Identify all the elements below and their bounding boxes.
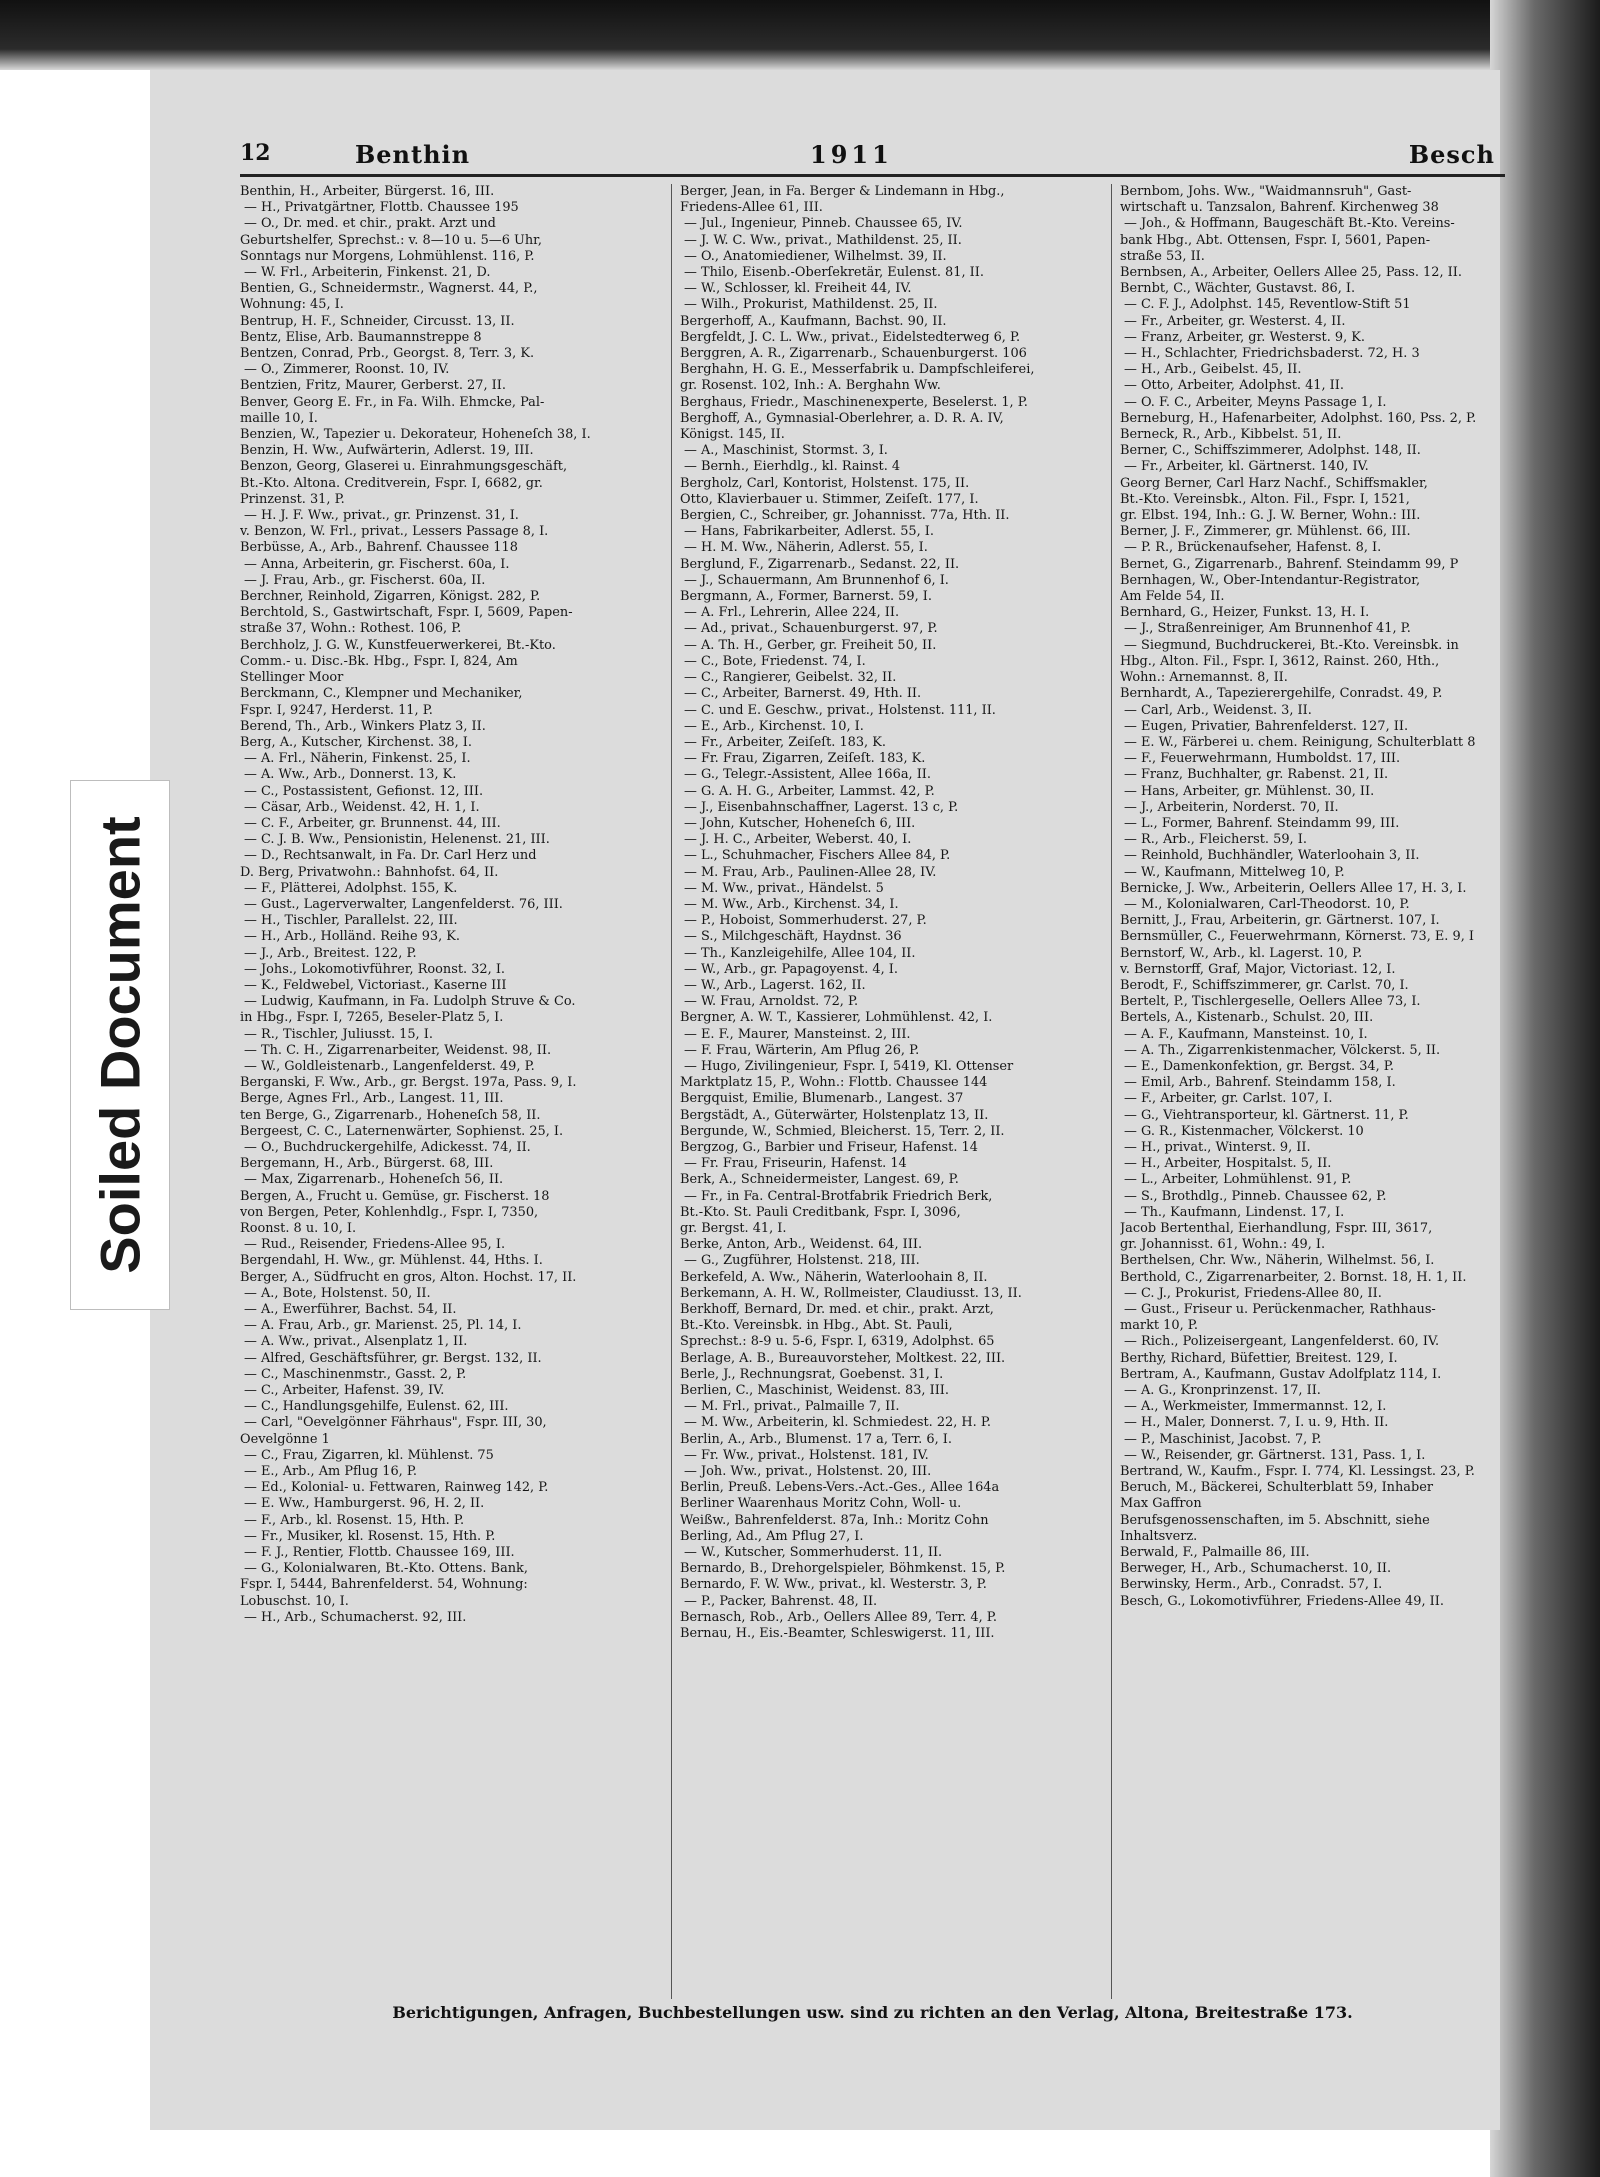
- directory-entry: — A., Maschinist, Stormst. 3, I.: [684, 443, 888, 459]
- directory-entry: Berling, Ad., Am Pflug 27, I.: [680, 1528, 864, 1544]
- directory-entry: markt 10, P.: [1120, 1318, 1198, 1334]
- directory-entry: Bernardo, F. W. Ww., privat., kl. Westerstr. 3, P.: [680, 1577, 987, 1593]
- directory-entry: — Franz, Buchhalter, gr. Rabenst. 21, II.: [1124, 767, 1389, 783]
- directory-entry: Bernsmüller, C., Feuerwehrmann, Körnerst. 73, E. 9, I: [1120, 929, 1474, 945]
- directory-entry: Inhaltsverz.: [1120, 1528, 1198, 1544]
- directory-entry: Berchholz, J. G. W., Kunstfeuerwerkerei, Bt.-Kto.: [240, 637, 556, 653]
- directory-entry: Königst. 145, II.: [680, 427, 785, 443]
- directory-entry: Berkemann, A. H. W., Rollmeister, Claudiusst. 13, II.: [680, 1285, 1022, 1301]
- directory-entry: Hbg., Alton. Fil., Fspr. I, 3612, Rainst. 260, Hth.,: [1120, 653, 1440, 669]
- directory-entry: Bergzog, G., Barbier und Friseur, Hafenst. 14: [680, 1139, 978, 1155]
- directory-entry: Marktplatz 15, P., Wohn.: Flottb. Chaussee 144: [680, 1075, 988, 1091]
- directory-entry: Bertels, A., Kistenarb., Schulst. 20, III.: [1120, 1010, 1374, 1026]
- directory-entry: — A. Frl., Näherin, Finkenst. 25, I.: [244, 751, 471, 767]
- directory-entry: wirtschaft u. Tanzsalon, Bahrenf. Kirchenweg 38: [1120, 200, 1439, 216]
- directory-entry: — R., Tischler, Juliusst. 15, I.: [244, 1026, 433, 1042]
- directory-entry: — Fr., Arbeiter, Zeiſeſt. 183, K.: [684, 734, 886, 750]
- directory-entry: — F., Arbeiter, gr. Carlst. 107, I.: [1124, 1091, 1333, 1107]
- directory-entry: — C., Frau, Zigarren, kl. Mühlenst. 75: [244, 1447, 494, 1463]
- directory-entry: — A., Ewerführer, Bachst. 54, II.: [244, 1302, 457, 1318]
- directory-entry: — C., Arbeiter, Barnerst. 49, Hth. II.: [684, 686, 922, 702]
- directory-entry: Berend, Th., Arb., Winkers Platz 3, II.: [240, 718, 486, 734]
- directory-entry: — Fr. Frau, Zigarren, Zeiſeſt. 183, K.: [684, 751, 926, 767]
- directory-entry: — C. und E. Geschw., privat., Holstenst. 111, II.: [684, 702, 996, 718]
- directory-entry: Max Gaffron: [1120, 1496, 1202, 1512]
- directory-entry: maille 10, I.: [240, 410, 318, 426]
- directory-entry: — Hugo, Zivilingenieur, Fspr. I, 5419, Kl. Ottenser: [684, 1058, 1014, 1074]
- directory-entry: — O. F. C., Arbeiter, Meyns Passage 1, I.: [1124, 394, 1387, 410]
- directory-entry: Berwald, F., Palmaille 86, III.: [1120, 1545, 1310, 1561]
- directory-entry: Bt.-Kto. St. Pauli Creditbank, Fspr. I, 3096,: [680, 1204, 961, 1220]
- directory-entry: — E., Damenkonfektion, gr. Bergst. 34, P.: [1124, 1058, 1394, 1074]
- directory-entry: — E. W., Färberei u. chem. Reinigung, Schulterblatt 8: [1124, 734, 1476, 750]
- directory-entry: Berneburg, H., Hafenarbeiter, Adolphst. 160, Pss. 2, P.: [1120, 410, 1477, 426]
- directory-entry: Berlin, Preuß. Lebens-Vers.-Act.-Ges., Allee 164a: [680, 1480, 1000, 1496]
- directory-entry: — Ad., privat., Schauenburgerst. 97, P.: [684, 621, 938, 637]
- directory-entry: — H., Arb., Geibelst. 45, II.: [1124, 362, 1302, 378]
- directory-entry: Bt.-Kto. Vereinsbk., Alton. Fil., Fspr. I, 1521,: [1120, 491, 1410, 507]
- directory-entry: Benzien, W., Tapezier u. Dekorateur, Hoheneſch 38, I.: [240, 427, 591, 443]
- directory-entry: — R., Arb., Fleicherst. 59, I.: [1124, 832, 1307, 848]
- publisher-footer: Berichtigungen, Anfragen, Buchbestellungen usw. sind zu richten an den Verlag, Altona, Breitestraße 173.: [392, 2003, 1353, 2022]
- directory-entry: — W., Reisender, gr. Gärtnerst. 131, Pass. 1, I.: [1124, 1447, 1426, 1463]
- directory-entry: — P., Hoboist, Sommerhuderst. 27, P.: [684, 913, 927, 929]
- directory-entry: Bernhagen, W., Ober-Intendantur-Registrator,: [1120, 572, 1421, 588]
- directory-entry: — F., Feuerwehrmann, Humboldst. 17, III.: [1124, 751, 1401, 767]
- directory-entry: — F. J., Rentier, Flottb. Chaussee 169, III.: [244, 1545, 515, 1561]
- directory-entry: — G., Telegr.-Assistent, Allee 166a, II.: [684, 767, 931, 783]
- directory-entry: — Ed., Kolonial- u. Fettwaren, Rainweg 142, P.: [244, 1480, 549, 1496]
- directory-entry: — Fr., in Fa. Central-Brotfabrik Friedrich Berk,: [684, 1188, 993, 1204]
- directory-entry: — E. Ww., Hamburgerst. 96, H. 2, II.: [244, 1496, 485, 1512]
- directory-entry: Bergner, A. W. T., Kassierer, Lohmühlenst. 42, I.: [680, 1010, 993, 1026]
- directory-entry: — M., Kolonialwaren, Carl-Theodorst. 10, P.: [1124, 896, 1410, 912]
- directory-entry: — J., Arbeiterin, Norderst. 70, II.: [1124, 799, 1339, 815]
- directory-entry: Bentzien, Fritz, Maurer, Gerberst. 27, II.: [240, 378, 506, 394]
- directory-entry: Bergien, C., Schreiber, gr. Johannisst. 77a, Hth. II.: [680, 508, 1010, 524]
- directory-entry: Bernet, G., Zigarrenarb., Bahrenf. Steindamm 99, P: [1120, 556, 1459, 572]
- directory-entry: — W., Arb., gr. Papagoyenst. 4, I.: [684, 961, 899, 977]
- scan-top-edge: [0, 0, 1600, 70]
- directory-entry: — Rich., Polizeisergeant, Langenfelderst. 60, IV.: [1124, 1334, 1440, 1350]
- directory-entry: — Anna, Arbeiterin, gr. Fischerst. 60a, I.: [244, 556, 510, 572]
- directory-entry: Fspr. I, 9247, Herderst. 11, P.: [240, 702, 433, 718]
- directory-entry: Bertelt, P., Tischlergeselle, Oellers Allee 73, I.: [1120, 994, 1421, 1010]
- directory-entry: in Hbg., Fspr. I, 7265, Beseler-Platz 5, I.: [240, 1010, 504, 1026]
- directory-entry: — C. J., Prokurist, Friedens-Allee 80, II.: [1124, 1285, 1382, 1301]
- directory-entry: D. Berg, Privatwohn.: Bahnhofst. 64, II.: [240, 864, 499, 880]
- directory-entry: — G., Zugführer, Holstenst. 218, III.: [684, 1253, 920, 1269]
- directory-entry: — C., Maschinenmstr., Gasst. 2, P.: [244, 1366, 467, 1382]
- directory-entry: — A. Frau, Arb., gr. Marienst. 25, Pl. 14, I.: [244, 1318, 522, 1334]
- directory-entry: Berchtold, S., Gastwirtschaft, Fspr. I, 5609, Papen-: [240, 605, 573, 621]
- directory-entry: — John, Kutscher, Hoheneſch 6, III.: [684, 815, 916, 831]
- directory-entry: Comm.- u. Disc.-Bk. Hbg., Fspr. I, 824, Am: [240, 653, 518, 669]
- directory-entry: — F. Frau, Wärterin, Am Pflug 26, P.: [684, 1042, 920, 1058]
- directory-entry: Bernhardt, A., Tapezierergehilfe, Conradst. 49, P.: [1120, 686, 1443, 702]
- directory-entry: — O., Anatomiediener, Wilhelmst. 39, II.: [684, 248, 947, 264]
- directory-entry: — S., Milchgeschäft, Haydnst. 36: [684, 929, 902, 945]
- directory-entry: Benthin, H., Arbeiter, Bürgerst. 16, III.: [240, 184, 495, 199]
- directory-entry: Berbüsse, A., Arb., Bahrenf. Chaussee 118: [240, 540, 518, 556]
- header-last-entry: Besch: [1408, 140, 1495, 169]
- directory-entry: Berggren, A. R., Zigarrenarb., Schauenburgerst. 106: [680, 346, 1027, 362]
- directory-entry: Berghahn, H. G. E., Messerfabrik u. Dampfschleiferei,: [680, 362, 1035, 378]
- directory-entry: Sonntags nur Morgens, Lohmühlenst. 116, P.: [240, 248, 535, 264]
- directory-entry: — Carl, Arb., Weidenst. 3, II.: [1124, 702, 1312, 718]
- directory-entry: v. Bernstorff, Graf, Major, Victoriast. 12, I.: [1120, 961, 1396, 977]
- directory-entry: — H., Schlachter, Friedrichsbaderst. 72, H. 3: [1124, 346, 1420, 362]
- directory-entry: Berge, Agnes Frl., Arb., Langest. 11, III.: [240, 1091, 504, 1107]
- directory-entry: Bergholz, Carl, Kontorist, Holstenst. 175, II.: [680, 475, 970, 491]
- directory-entry: Bergendahl, H. Ww., gr. Mühlenst. 44, Hths. I.: [240, 1253, 543, 1269]
- directory-entry: Georg Berner, Carl Harz Nachf., Schiffsmakler,: [1120, 475, 1428, 491]
- directory-entry: Bernau, H., Eis.-Beamter, Schleswigerst. 11, III.: [680, 1626, 995, 1642]
- directory-entry: Stellinger Moor: [240, 670, 344, 686]
- directory-entry: Berke, Anton, Arb., Weidenst. 64, III.: [680, 1237, 923, 1253]
- directory-entry: — W., Kutscher, Sommerhuderst. 11, II.: [684, 1545, 943, 1561]
- directory-entry: — Carl, "Oevelgönner Fährhaus", Fspr. III, 30,: [244, 1415, 547, 1431]
- directory-entry: — W., Kaufmann, Mittelweg 10, P.: [1124, 864, 1345, 880]
- directory-entry: — A. G., Kronprinzenst. 17, II.: [1124, 1383, 1321, 1399]
- directory-entry: — F., Arb., kl. Rosenst. 15, Hth. P.: [244, 1512, 465, 1528]
- directory-entry: — Fr. Ww., privat., Holstenst. 181, IV.: [684, 1447, 929, 1463]
- directory-entry: Bentrup, H. F., Schneider, Circusst. 13, II.: [240, 313, 515, 329]
- directory-entry: — Th. C. H., Zigarrenarbeiter, Weidenst. 98, II.: [244, 1042, 552, 1058]
- directory-entry: Bernbt, C., Wächter, Gustavst. 86, I.: [1120, 281, 1356, 297]
- directory-entry: — G. A. H. G., Arbeiter, Lammst. 42, P.: [684, 783, 935, 799]
- directory-entry: Friedens-Allee 61, III.: [680, 200, 823, 216]
- directory-entry: — Jul., Ingenieur, Pinneb. Chaussee 65, IV.: [684, 216, 963, 232]
- directory-entry: — O., Buchdruckergehilfe, Adickesst. 74, II.: [244, 1139, 531, 1155]
- directory-entry: Bentz, Elise, Arb. Baumannstreppe 8: [240, 329, 482, 345]
- directory-entry: — Fr., Musiker, kl. Rosenst. 15, Hth. P.: [244, 1528, 496, 1544]
- directory-entry: — W. Frau, Arnoldst. 72, P.: [684, 994, 859, 1010]
- directory-entry: — C. F. J., Adolphst. 145, Reventlow-Stift 51: [1124, 297, 1411, 313]
- directory-entry: ten Berge, G., Zigarrenarb., Hoheneſch 58, II.: [240, 1107, 541, 1123]
- directory-entry: — L., Arbeiter, Lohmühlenst. 91, P.: [1124, 1172, 1352, 1188]
- directory-entry: Bernasch, Rob., Arb., Oellers Allee 89, Terr. 4, P.: [680, 1609, 997, 1625]
- directory-entry: Berle, J., Rechnungsrat, Goebenst. 31, I.: [680, 1366, 944, 1382]
- directory-entry: — H., Tischler, Parallelst. 22, III.: [244, 913, 458, 929]
- directory-entry: Am Felde 54, II.: [1120, 589, 1225, 605]
- directory-entry: gr. Rosenst. 102, Inh.: A. Berghahn Ww.: [680, 378, 941, 394]
- directory-entry: Berk, A., Schneidermeister, Langest. 69, P.: [680, 1172, 959, 1188]
- directory-entry: — W., Arb., Lagerst. 162, II.: [684, 977, 866, 993]
- directory-entry: Lobuschst. 10, I.: [240, 1593, 349, 1609]
- directory-entry: Berckmann, C., Klempner und Mechaniker,: [240, 686, 523, 702]
- directory-entry: Berthelsen, Chr. Ww., Näherin, Wilhelmst. 56, I.: [1120, 1253, 1435, 1269]
- directory-entry: Bernardo, B., Drehorgelspieler, Böhmkenst. 15, P.: [680, 1561, 1006, 1577]
- directory-entry: Oevelgönne 1: [240, 1431, 330, 1447]
- directory-entry: — Franz, Arbeiter, gr. Westerst. 9, K.: [1124, 329, 1366, 345]
- directory-entry: — J. Frau, Arb., gr. Fischerst. 60a, II.: [244, 572, 486, 588]
- directory-entry: — Otto, Arbeiter, Adolphst. 41, II.: [1124, 378, 1344, 394]
- directory-entry: — P. R., Brückenaufseher, Hafenst. 8, I.: [1124, 540, 1382, 556]
- directory-entry: — A., Bote, Holstenst. 50, II.: [244, 1285, 431, 1301]
- directory-entry: — F., Plätterei, Adolphst. 155, K.: [244, 880, 458, 896]
- directory-entry: Benzon, Georg, Glaserei u. Einrahmungsgeschäft,: [240, 459, 568, 475]
- directory-entry: Berkhoff, Bernard, Dr. med. et chir., prakt. Arzt,: [680, 1302, 994, 1318]
- directory-entry: Bt.-Kto. Altona. Creditverein, Fspr. I, 6682, gr.: [240, 475, 543, 491]
- directory-entry: — J., Eisenbahnschaffner, Lagerst. 13 c, P.: [684, 799, 959, 815]
- directory-entry: — P., Packer, Bahrenst. 48, II.: [684, 1593, 878, 1609]
- directory-entry: Sprechst.: 8-9 u. 5-6, Fspr. I, 6319, Adolphst. 65: [680, 1334, 995, 1350]
- directory-entry: Weißw., Bahrenfelderst. 87a, Inh.: Moritz Cohn: [680, 1512, 989, 1528]
- directory-entry: — H., privat., Winterst. 9, II.: [1124, 1139, 1311, 1155]
- directory-entry: — C. F., Arbeiter, gr. Brunnenst. 44, III.: [244, 815, 501, 831]
- directory-entry: — G., Viehtransporteur, kl. Gärtnerst. 11, P.: [1124, 1107, 1409, 1123]
- directory-entry: Berthold, C., Zigarrenarbeiter, 2. Bornst. 18, H. 1, II.: [1120, 1269, 1467, 1285]
- directory-entry: Berlien, C., Maschinist, Weidenst. 83, III.: [680, 1383, 949, 1399]
- directory-entry: — C., Arbeiter, Hafenst. 39, IV.: [244, 1383, 445, 1399]
- directory-entry: Wohnung: 45, I.: [240, 297, 344, 313]
- directory-entry: — Rud., Reisender, Friedens-Allee 95, I.: [244, 1237, 506, 1253]
- directory-entry: — Reinhold, Buchhändler, Waterloohain 3, II.: [1124, 848, 1420, 864]
- page-number: 12: [240, 140, 271, 166]
- directory-entry: Bentien, G., Schneidermstr., Wagnerst. 44, P.,: [240, 281, 538, 297]
- directory-entry: — Thilo, Eisenb.-Oberſekretär, Eulenst. 81, II.: [684, 265, 984, 281]
- directory-entry: — C., Rangierer, Geibelst. 32, II.: [684, 670, 897, 686]
- directory-entry: gr. Bergst. 41, I.: [680, 1221, 787, 1236]
- directory-entry: — Max, Zigarrenarb., Hoheneſch 56, II.: [244, 1172, 504, 1188]
- directory-entry: — L., Former, Bahrenf. Steindamm 99, III.: [1124, 815, 1400, 831]
- directory-entry: Berglund, F., Zigarrenarb., Sedanst. 22, II.: [680, 556, 960, 572]
- directory-entry: Wohn.: Arnemannst. 8, II.: [1120, 670, 1288, 686]
- directory-entry: bank Hbg., Abt. Ottensen, Fspr. I, 5601, Papen-: [1120, 232, 1431, 248]
- header-year: 1911: [810, 140, 893, 169]
- directory-entry: — Emil, Arb., Bahrenf. Steindamm 158, I.: [1124, 1075, 1396, 1091]
- column-divider-1: [671, 184, 672, 1999]
- directory-entry: — J., Straßenreiniger, Am Brunnenhof 41, P.: [1124, 621, 1411, 637]
- directory-entry: Berger, A., Südfrucht en gros, Alton. Hochst. 17, II.: [240, 1269, 577, 1285]
- directory-entry: Berodt, F., Schiffszimmerer, gr. Carlst. 70, I.: [1120, 977, 1409, 993]
- directory-entry: Bernbom, Johs. Ww., "Waidmannsruh", Gast-: [1120, 184, 1412, 199]
- directory-entry: — A., Werkmeister, Immermannst. 12, I.: [1124, 1399, 1387, 1415]
- directory-entry: Bergmann, A., Former, Barnerst. 59, I.: [680, 589, 932, 605]
- directory-entry: Berkefeld, A. Ww., Näherin, Waterloohain 8, II.: [680, 1269, 988, 1285]
- directory-entry: Bertrand, W., Kaufm., Fspr. I. 774, Kl. Lessingst. 23, P.: [1120, 1464, 1475, 1480]
- directory-entry: — W. Frl., Arbeiterin, Finkenst. 21, D.: [244, 265, 491, 281]
- directory-entry: — H. J. F. Ww., privat., gr. Prinzenst. 31, I.: [244, 508, 519, 524]
- directory-entry: — M. Frl., privat., Palmaille 7, II.: [684, 1399, 900, 1415]
- directory-entry: — Siegmund, Buchdruckerei, Bt.-Kto. Vereinsbk. in: [1124, 637, 1459, 653]
- directory-entry: Berghaus, Friedr., Maschinenexperte, Beselerst. 1, P.: [680, 394, 1028, 410]
- directory-entry: Berweger, H., Arb., Schumacherst. 10, II.: [1120, 1561, 1392, 1577]
- directory-entry: Berthy, Richard, Büfettier, Breitest. 129, I.: [1120, 1350, 1398, 1366]
- directory-entry: Bergeest, C. C., Laternenwärter, Sophienst. 25, I.: [240, 1123, 564, 1139]
- directory-entry: Bernbsen, A., Arbeiter, Oellers Allee 25, Pass. 12, II.: [1120, 265, 1462, 281]
- directory-entry: — A. Ww., Arb., Donnerst. 13, K.: [244, 767, 457, 783]
- directory-entry: — Th., Kaufmann, Lindenst. 17, I.: [1124, 1204, 1345, 1220]
- directory-entry: — S., Brothdlg., Pinneb. Chaussee 62, P.: [1124, 1188, 1387, 1204]
- directory-entry: Bernicke, J. Ww., Arbeiterin, Oellers Allee 17, H. 3, I.: [1120, 880, 1467, 896]
- directory-entry: — O., Dr. med. et chir., prakt. Arzt und: [244, 216, 496, 232]
- directory-entry: — G. R., Kistenmacher, Völckerst. 10: [1124, 1123, 1364, 1139]
- directory-entry: — Th., Kanzleigehilfe, Allee 104, II.: [684, 945, 916, 961]
- directory-entry: — E. F., Maurer, Mansteinst. 2, III.: [684, 1026, 911, 1042]
- directory-entry: — Alfred, Geschäftsführer, gr. Bergst. 132, II.: [244, 1350, 542, 1366]
- directory-entry: Bergstädt, A., Güterwärter, Holstenplatz 13, II.: [680, 1107, 989, 1123]
- directory-entry: — P., Maschinist, Jacobst. 7, P.: [1124, 1431, 1322, 1447]
- directory-entry: Benzin, H. Ww., Aufwärterin, Adlerst. 19, III.: [240, 443, 534, 459]
- directory-entry: Fspr. I, 5444, Bahrenfelderst. 54, Wohnung:: [240, 1577, 528, 1593]
- header-first-entry: Benthin: [355, 140, 471, 169]
- directory-entry: — A. Frl., Lehrerin, Allee 224, II.: [684, 605, 900, 621]
- directory-entry: — W., Goldleistenarb., Langenfelderst. 49, P.: [244, 1058, 535, 1074]
- directory-entry: Bergfeldt, J. C. L. Ww., privat., Eidelstedterweg 6, P.: [680, 329, 1021, 345]
- directory-entry: Berlage, A. B., Bureauvorsteher, Moltkest. 22, III.: [680, 1350, 1006, 1366]
- directory-entry: Berlin, A., Arb., Blumenst. 17 a, Terr. 6, I.: [680, 1431, 952, 1447]
- directory-entry: — G., Kolonialwaren, Bt.-Kto. Ottens. Bank,: [244, 1561, 528, 1577]
- soiled-document-band: [70, 780, 170, 1310]
- directory-entry: — Gust., Lagerverwalter, Langenfelderst. 76, III.: [244, 896, 563, 912]
- directory-entry: — C., Postassistent, Gefionst. 12, III.: [244, 783, 484, 799]
- directory-entry: Otto, Klavierbauer u. Stimmer, Zeiſeſt. 177, I.: [680, 491, 979, 507]
- directory-entry: Bentzen, Conrad, Prb., Georgst. 8, Terr. 3, K.: [240, 346, 535, 362]
- directory-entry: — M. Ww., Arb., Kirchenst. 34, I.: [684, 896, 899, 912]
- directory-entry: v. Benzon, W. Frl., privat., Lessers Passage 8, I.: [240, 524, 549, 540]
- directory-entry: Berneck, R., Arb., Kibbelst. 51, II.: [1120, 427, 1342, 443]
- directory-entry: — E., Arb., Am Pflug 16, P.: [244, 1464, 418, 1480]
- directory-entry: — Gust., Friseur u. Perückenmacher, Rathhaus-: [1124, 1302, 1436, 1318]
- directory-entry: — C. J. B. Ww., Pensionistin, Helenenst. 21, III.: [244, 832, 550, 848]
- directory-entry: — A. Th., Zigarrenkistenmacher, Völckerst. 5, II.: [1124, 1042, 1441, 1058]
- directory-entry: Berwinsky, Herm., Arb., Conradst. 57, I.: [1120, 1577, 1383, 1593]
- directory-entry: — Wilh., Prokurist, Mathildenst. 25, II.: [684, 297, 938, 313]
- directory-entry: Bt.-Kto. Vereinsbk. in Hbg., Abt. St. Pauli,: [680, 1318, 953, 1334]
- directory-entry: — J. H. C., Arbeiter, Weberst. 40, I.: [684, 832, 912, 848]
- directory-entry: Berner, C., Schiffszimmerer, Adolphst. 148, II.: [1120, 443, 1421, 459]
- directory-entry: Besch, G., Lokomotivführer, Friedens-Allee 49, II.: [1120, 1593, 1444, 1609]
- directory-entry: — H., Maler, Donnerst. 7, I. u. 9, Hth. II.: [1124, 1415, 1389, 1431]
- directory-entry: Berufsgenossenschaften, im 5. Abschnitt, siehe: [1120, 1512, 1430, 1528]
- directory-entry: — J., Arb., Breitest. 122, P.: [244, 945, 417, 961]
- directory-entry: Bernitt, J., Frau, Arbeiterin, gr. Gärtnerst. 107, I.: [1120, 913, 1440, 929]
- directory-entry: Bergemann, H., Arb., Bürgerst. 68, III.: [240, 1156, 494, 1172]
- directory-entry: Berliner Waarenhaus Moritz Cohn, Woll- u.: [680, 1496, 962, 1512]
- directory-entry: — A. Ww., privat., Alsenplatz 1, II.: [244, 1334, 468, 1350]
- directory-entry: — M. Frau, Arb., Paulinen-Allee 28, IV.: [684, 864, 937, 880]
- directory-entry: Berganski, F. Ww., Arb., gr. Bergst. 197a, Pass. 9, I.: [240, 1075, 577, 1091]
- directory-entry: — H., Arbeiter, Hospitalst. 5, II.: [1124, 1156, 1332, 1172]
- directory-entry: — J. W. C. Ww., privat., Mathildenst. 25, II.: [684, 232, 962, 248]
- directory-entry: — Bernh., Eierhdlg., kl. Rainst. 4: [684, 459, 901, 475]
- directory-entry: — H., Privatgärtner, Flottb. Chaussee 195: [244, 200, 519, 216]
- directory-entry: — D., Rechtsanwalt, in Fa. Dr. Carl Herz und: [244, 848, 537, 864]
- directory-entry: — Fr. Frau, Friseurin, Hafenst. 14: [684, 1156, 907, 1172]
- page-header: [240, 140, 1505, 177]
- directory-entry: Bergen, A., Frucht u. Gemüse, gr. Fischerst. 18: [240, 1188, 550, 1204]
- directory-entry: — M. Ww., Arbeiterin, kl. Schmiedest. 22, H. P.: [684, 1415, 992, 1431]
- directory-entry: — H., Arb., Holländ. Reihe 93, K.: [244, 929, 461, 945]
- directory-entry: gr. Johannisst. 61, Wohn.: 49, I.: [1120, 1237, 1326, 1253]
- directory-entry: — C., Handlungsgehilfe, Eulenst. 62, III.: [244, 1399, 509, 1415]
- directory-entry: straße 37, Wohn.: Rothest. 106, P.: [240, 621, 462, 637]
- directory-entry: — O., Zimmerer, Roonst. 10, IV.: [244, 362, 450, 378]
- directory-entry: Bergquist, Emilie, Blumenarb., Langest. 37: [680, 1091, 964, 1107]
- directory-entry: — J., Schauermann, Am Brunnenhof 6, I.: [684, 572, 949, 588]
- directory-entry: — Joh., & Hoffmann, Baugeschäft Bt.-Kto. Vereins-: [1124, 216, 1455, 232]
- directory-entry: Berner, J. F., Zimmerer, gr. Mühlenst. 66, III.: [1120, 524, 1411, 540]
- directory-entry: — K., Feldwebel, Victoriast., Kaserne III: [244, 977, 507, 993]
- directory-entry: — M. Ww., privat., Händelst. 5: [684, 880, 884, 896]
- directory-entry: — Hans, Fabrikarbeiter, Adlerst. 55, I.: [684, 524, 934, 540]
- directory-entry: — C., Bote, Friedenst. 74, I.: [684, 653, 866, 669]
- column-divider-2: [1111, 184, 1112, 1999]
- directory-entry: — A. Th. H., Gerber, gr. Freiheit 50, II.: [684, 637, 937, 653]
- directory-entry: Berger, Jean, in Fa. Berger & Lindemann in Hbg.,: [680, 184, 1005, 199]
- directory-entry: — Fr., Arbeiter, kl. Gärtnerst. 140, IV.: [1124, 459, 1369, 475]
- directory-column-2: [680, 184, 1104, 1999]
- directory-entry: — H. M. Ww., Näherin, Adlerst. 55, I.: [684, 540, 928, 556]
- directory-entry: — Cäsar, Arb., Weidenst. 42, H. 1, I.: [244, 799, 480, 815]
- directory-entry: — A. F., Kaufmann, Mansteinst. 10, I.: [1124, 1026, 1368, 1042]
- directory-entry: — Joh. Ww., privat., Holstenst. 20, III.: [684, 1464, 932, 1480]
- directory-entry: Berghoff, A., Gymnasial-Oberlehrer, a. D. R. A. IV,: [680, 410, 1004, 426]
- directory-entry: Benver, Georg E. Fr., in Fa. Wilh. Ehmcke, Pal-: [240, 394, 545, 410]
- soiled-document-stamp: Soiled Document: [88, 816, 152, 1274]
- directory-entry: — Fr., Arbeiter, gr. Westerst. 4, II.: [1124, 313, 1346, 329]
- directory-entry: Bernstorf, W., Arb., kl. Lagerst. 10, P.: [1120, 945, 1363, 961]
- directory-entry: Berchner, Reinhold, Zigarren, Königst. 282, P.: [240, 589, 541, 605]
- directory-entry: — W., Schlosser, kl. Freiheit 44, IV.: [684, 281, 912, 297]
- directory-entry: Geburtshelfer, Sprechst.: v. 8—10 u. 5—6 Uhr,: [240, 232, 542, 248]
- directory-entry: Jacob Bertenthal, Eierhandlung, Fspr. III, 3617,: [1120, 1221, 1433, 1236]
- directory-entry: — Hans, Arbeiter, gr. Mühlenst. 30, II.: [1124, 783, 1375, 799]
- directory-entry: — H., Arb., Schumacherst. 92, III.: [244, 1609, 467, 1625]
- directory-entry: gr. Elbst. 194, Inh.: G. J. W. Berner, Wohn.: III.: [1120, 508, 1421, 524]
- directory-entry: straße 53, II.: [1120, 248, 1205, 264]
- directory-entry: — E., Arb., Kirchenst. 10, I.: [684, 718, 864, 734]
- directory-column-3: [1120, 184, 1544, 1999]
- directory-entry: Berg, A., Kutscher, Kirchenst. 38, I.: [240, 734, 472, 750]
- directory-entry: von Bergen, Peter, Kohlenhdlg., Fspr. I, 7350,: [240, 1204, 539, 1220]
- directory-entry: Bergerhoff, A., Kaufmann, Bachst. 90, II.: [680, 313, 947, 329]
- directory-entry: Beruch, M., Bäckerei, Schulterblatt 59, Inhaber: [1120, 1480, 1433, 1496]
- directory-entry: — Johs., Lokomotivführer, Roonst. 32, I.: [244, 961, 506, 977]
- directory-entry: Bernhard, G., Heizer, Funkst. 13, H. I.: [1120, 605, 1370, 621]
- directory-entry: Prinzenst. 31, P.: [240, 491, 345, 507]
- directory-entry: — L., Schuhmacher, Fischers Allee 84, P.: [684, 848, 951, 864]
- directory-entry: Bergunde, W., Schmied, Bleicherst. 15, Terr. 2, II.: [680, 1123, 1005, 1139]
- directory-entry: — Eugen, Privatier, Bahrenfelderst. 127, II.: [1124, 718, 1409, 734]
- directory-entry: Bertram, A., Kaufmann, Gustav Adolfplatz 114, I.: [1120, 1366, 1442, 1382]
- directory-entry: Roonst. 8 u. 10, I.: [240, 1221, 357, 1236]
- directory-entry: — Ludwig, Kaufmann, in Fa. Ludolph Struve & Co.: [244, 994, 576, 1010]
- directory-column-1: [240, 184, 664, 1999]
